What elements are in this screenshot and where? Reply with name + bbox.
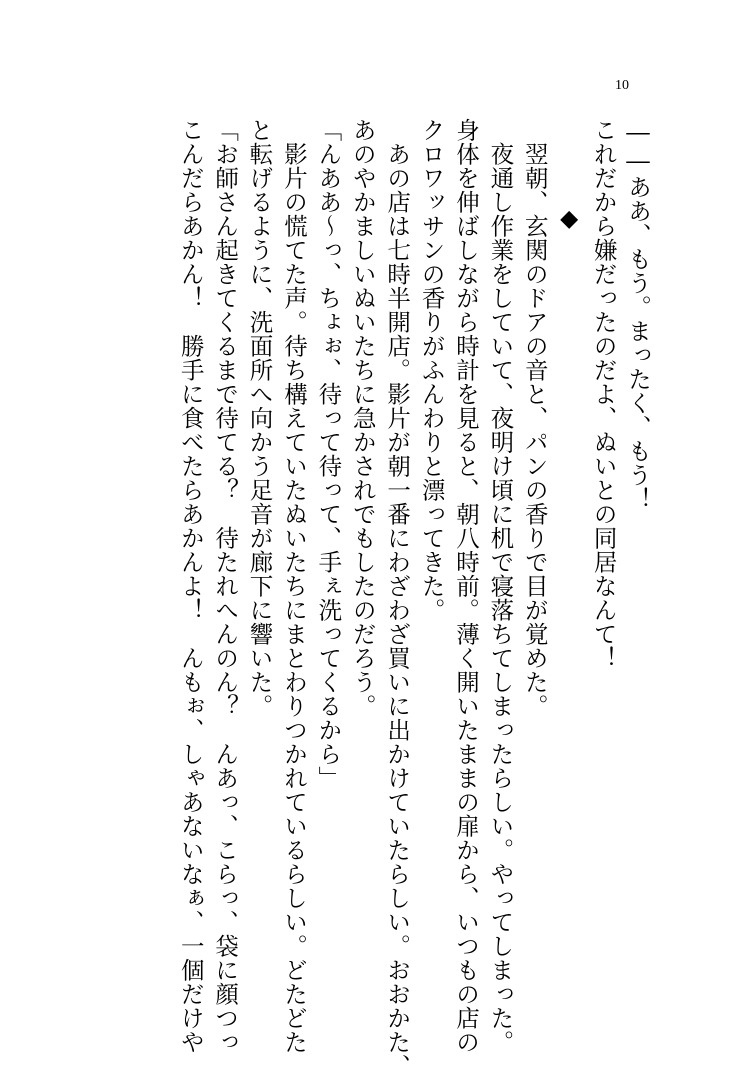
text-line: 影片の慌てた声。待ち構えていたぬいたちにまとわりつかれているらしい。どたどた <box>279 118 308 1054</box>
page-number: 10 <box>615 78 629 93</box>
text-line: クロワッサンの香りがふんわりと漂ってきた。 <box>417 118 446 622</box>
text-line: あの店は七時半開店。影片が朝一番にわざわざ買いに出かけていたらしい。おおかた、 <box>383 118 412 1078</box>
text-line: 夜通し作業をしていて、夜明け頃に机で寝落ちてしまったらしい。やってしまった。 <box>486 118 515 1054</box>
text-line: 「んああ～っ、ちょぉ、待って待って、手ぇ洗ってくるから」 <box>314 118 343 790</box>
diamond-ornament-icon: ◆ <box>555 204 584 233</box>
text-line: 身体を伸ばしながら時計を見ると、朝八時前。薄く開いたままの扉から、いつもの店の <box>451 118 480 1054</box>
text-line: 「お師さん起きてくるまで待てる？ 待たれへんのん？ んあっ、こらっ、袋に顔つっ <box>211 118 240 1054</box>
text-line: 翌朝、玄関のドアの音と、パンの香りで目が覚めた。 <box>520 118 549 718</box>
text-line: あのやかましいぬいたちに急かされでもしたのだろう。 <box>348 118 377 718</box>
vertical-text-body <box>173 118 655 1078</box>
text-line: と転げるように、洗面所へ向かう足音が廊下に響いた。 <box>245 118 274 718</box>
text-line: こんだらあかん！ 勝手に食べたらあかんよ！ んもぉ、しゃあないなぁ、一個だけや <box>176 118 205 1054</box>
text-line: これだから嫌だったのだよ、ぬいとの同居なんて！ <box>589 118 618 670</box>
text-line: ――ああ、もう。まったく、もう！ <box>624 118 652 511</box>
